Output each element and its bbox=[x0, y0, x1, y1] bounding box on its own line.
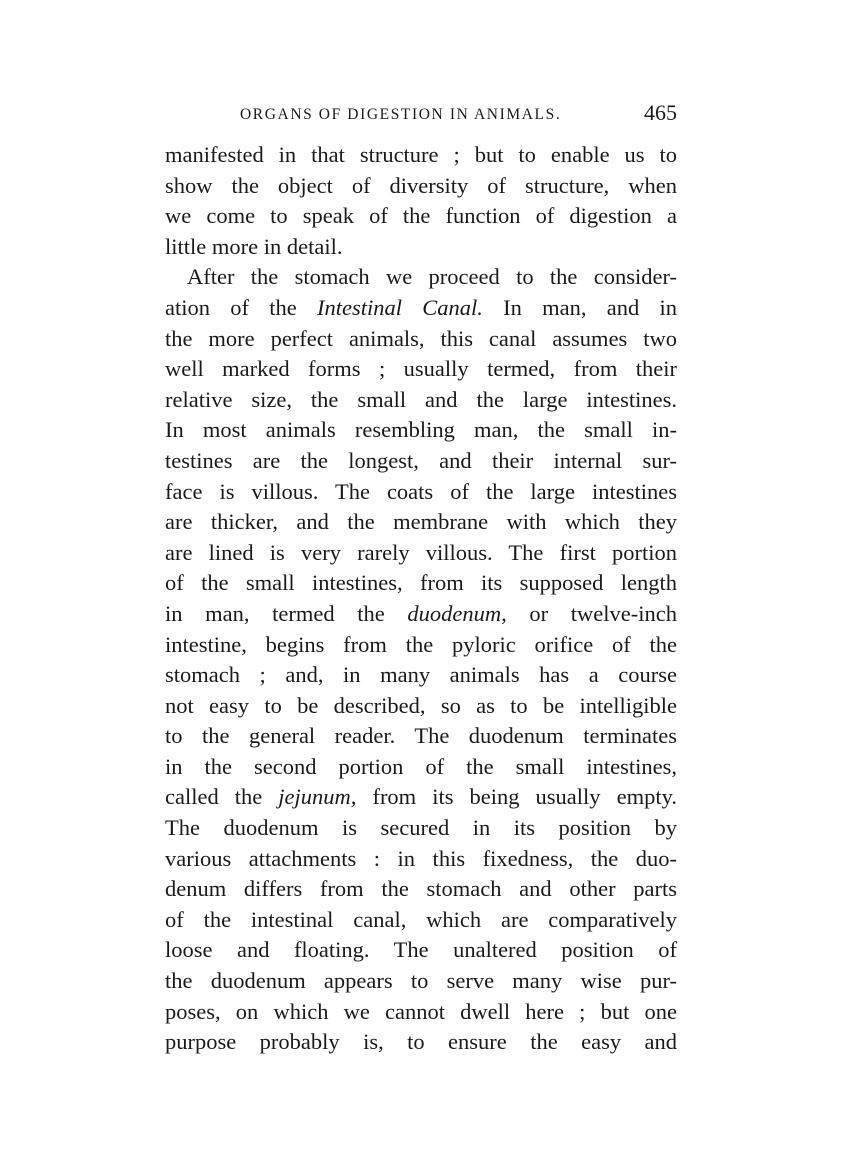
italic-term: jejunum, bbox=[278, 784, 357, 810]
text-line: of the small intestines, from its supposed length bbox=[165, 570, 677, 596]
text-line: various attachments : in this fixedness, the duo- bbox=[165, 845, 677, 871]
text-line: the more perfect animals, this canal assumes two bbox=[165, 325, 677, 351]
text-line: called the jejunum, from its being usually empty. bbox=[165, 784, 677, 810]
text-line: purpose probably is, to ensure the easy and bbox=[165, 1029, 677, 1055]
text-line: face is villous. The coats of the large intestines bbox=[165, 478, 677, 504]
text-line: The duodenum is secured in its position by bbox=[165, 815, 677, 841]
text-line: testines are the longest, and their internal sur- bbox=[165, 447, 677, 473]
text-line: show the object of diversity of structure, when bbox=[165, 172, 677, 198]
text-line: poses, on which we cannot dwell here ; but one bbox=[165, 998, 677, 1024]
running-head-title: ORGANS OF DIGESTION IN ANIMALS. bbox=[240, 106, 562, 123]
italic-term: duodenum, bbox=[407, 600, 507, 626]
text-line: we come to speak of the function of digestion a bbox=[165, 203, 677, 229]
text-line: manifested in that structure ; but to enable us to bbox=[165, 142, 677, 167]
text-line: In most animals resembling man, the small in- bbox=[165, 417, 677, 443]
text-line: stomach ; and, in many animals has a course bbox=[165, 662, 677, 688]
body-text bbox=[165, 140, 677, 1058]
text-line: of the intestinal canal, which are comparatively bbox=[165, 906, 677, 932]
text-line: intestine, begins from the pyloric orifice of the bbox=[165, 631, 677, 657]
text-line: loose and floating. The unaltered position of bbox=[165, 937, 677, 963]
text-line: in the second portion of the small intestines, bbox=[165, 753, 677, 779]
text-line: to the general reader. The duodenum terminates bbox=[165, 723, 677, 749]
text-line: are lined is very rarely villous. The first portion bbox=[165, 539, 677, 565]
text-line: ation of the Intestinal Canal. In man, and in bbox=[165, 294, 677, 320]
running-head bbox=[165, 100, 677, 130]
text-line: relative size, the small and the large intestines. bbox=[165, 386, 677, 412]
page-number: 465 bbox=[644, 100, 677, 125]
text-line: the duodenum appears to serve many wise pur- bbox=[165, 968, 677, 994]
text-line: are thicker, and the membrane with which they bbox=[165, 509, 677, 535]
text-line: denum differs from the stomach and other parts bbox=[165, 876, 677, 902]
text-line: not easy to be described, so as to be intelligible bbox=[165, 692, 677, 718]
text-line: in man, termed the duodenum, or twelve-inch bbox=[165, 600, 677, 626]
text-line: little more in detail. bbox=[165, 233, 343, 259]
text-line: well marked forms ; usually termed, from their bbox=[165, 356, 677, 382]
text-line: After the stomach we proceed to the consider- bbox=[187, 264, 677, 290]
italic-term: Intestinal Canal. bbox=[317, 294, 483, 320]
